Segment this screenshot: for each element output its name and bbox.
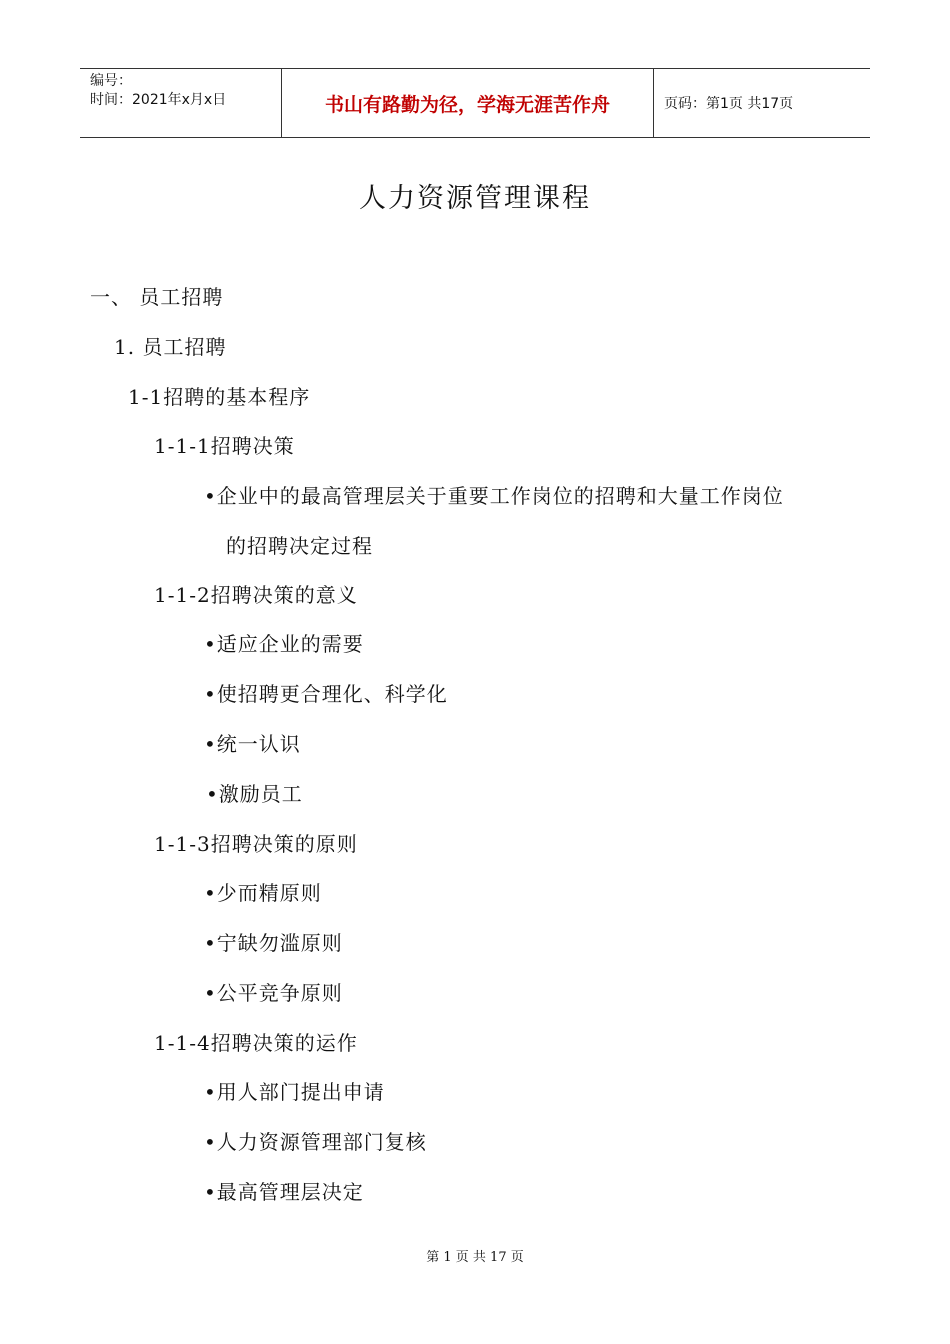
bullet-item-continuation: 的招聘决定过程 [226, 534, 373, 558]
bullet-item: •使招聘更合理化、科学化 [204, 682, 448, 706]
heading-level2: 1. 员工招聘 [114, 335, 227, 359]
bullet-item: •统一认识 [204, 732, 301, 756]
bullet-item: •人力资源管理部门复核 [204, 1130, 427, 1154]
bullet-item: •企业中的最高管理层关于重要工作岗位的招聘和大量工作岗位 [204, 484, 784, 508]
bullet-item: •激励员工 [206, 782, 303, 806]
bullet-item: •最高管理层决定 [204, 1180, 364, 1204]
number-label: 编号： [90, 73, 132, 89]
document-title: 人力资源管理课程 [359, 183, 591, 214]
header-meta [80, 69, 282, 137]
heading-level4: 1-1-3招聘决策的原则 [154, 832, 358, 856]
heading-level4: 1-1-2招聘决策的意义 [154, 583, 358, 607]
time-label: 时间：2021年x月x日 [90, 92, 227, 108]
header-motto: 书山有路勤为径，学海无涯苦作舟 [282, 69, 654, 137]
bullet-item: •公平竞争原则 [204, 981, 343, 1005]
page-footer: 第 1 页 共 17 页 [426, 1250, 524, 1265]
page-header [80, 68, 870, 138]
heading-level4: 1-1-4招聘决策的运作 [154, 1031, 358, 1055]
heading-level3: 1-1招聘的基本程序 [128, 385, 311, 409]
bullet-item: •宁缺勿滥原则 [204, 931, 343, 955]
bullet-item: •用人部门提出申请 [204, 1080, 385, 1104]
bullet-item: •适应企业的需要 [204, 632, 364, 656]
heading-level1: 一、 员工招聘 [90, 285, 224, 309]
bullet-item: •少而精原则 [204, 881, 322, 905]
header-page-info: 页码：第1页 共17页 [664, 96, 794, 112]
heading-level4: 1-1-1招聘决策 [154, 434, 295, 458]
